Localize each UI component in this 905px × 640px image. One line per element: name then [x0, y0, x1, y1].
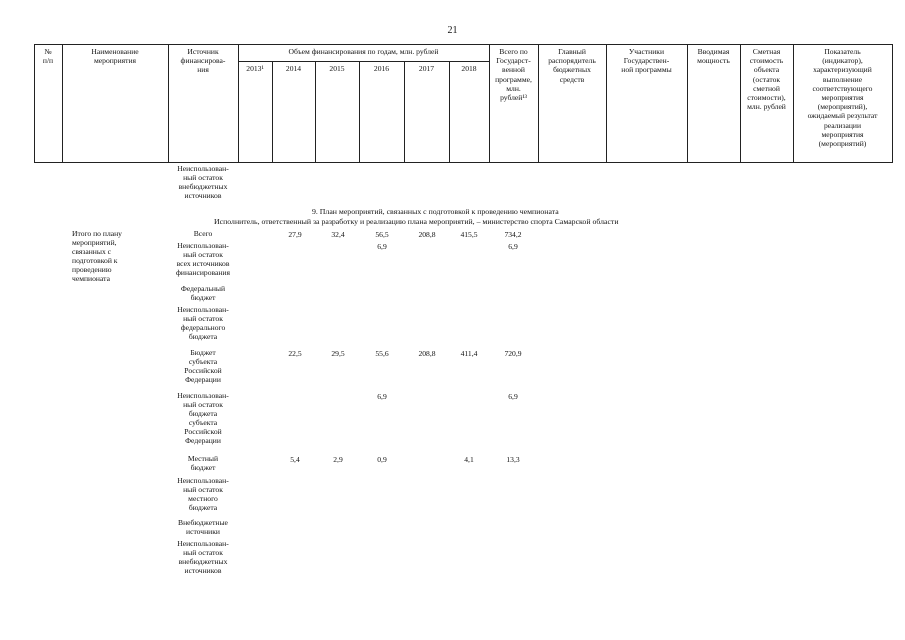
col-header-estimate: Сметная стоимость объекта (остаток сметной стоимости), млн. рублей [747, 47, 786, 112]
source-cell: Внебюджетные источники [178, 518, 228, 536]
col-header-total: Всего по Государст- венной программе, млн. рублей¹³ [495, 47, 532, 103]
value-cell: 2,9 [333, 455, 343, 464]
col-header-source: Источник финансирова- ния [180, 47, 226, 75]
source-cell: Неиспользован- ный остаток всех источников финансирования [176, 241, 230, 277]
value-cell: 208,8 [418, 230, 436, 239]
col-header-capacity: Вводимая мощность [697, 47, 730, 66]
source-cell: Федеральный бюджет [180, 284, 226, 302]
value-cell: 29,5 [331, 349, 345, 358]
source-cell: Неиспользован- ный остаток бюджета субъекта Российской Федерации [177, 391, 229, 445]
source-cell: Местный бюджет [187, 454, 219, 472]
col-header-number: № п/п [42, 47, 54, 66]
source-cell: Неиспользован- ный остаток федерального бюджета [177, 305, 229, 341]
col-header-name: Наименование мероприятия [91, 47, 139, 66]
value-cell: 6,9 [377, 392, 387, 401]
value-cell: 6,9 [377, 242, 387, 251]
value-cell: 208,8 [418, 349, 436, 358]
col-header-year: 2014 [285, 64, 302, 73]
value-cell: 6,9 [508, 392, 518, 401]
col-header-year: 2013¹ [246, 64, 264, 73]
value-cell: 411,4 [460, 349, 478, 358]
value-cell: 0,9 [377, 455, 387, 464]
value-cell: 734,2 [504, 230, 522, 239]
value-cell: 415,5 [460, 230, 478, 239]
col-header-indicator: Показатель (индикатор), характеризующий выполнение соответствующего мероприятия (мероприятий), ожидаемый результат реализации мероприятия (мероприятий) [807, 47, 878, 149]
value-cell: 56,5 [375, 230, 389, 239]
col-header-main-manager: Главный распорядитель бюджетных средств [548, 47, 596, 84]
value-cell: 5,4 [290, 455, 300, 464]
section-title: 9. План мероприятий, связанных с подготовкой к проведению чемпионата [312, 207, 559, 216]
col-header-year: 2017 [418, 64, 435, 73]
value-cell: 6,9 [508, 242, 518, 251]
value-cell: 27,9 [288, 230, 302, 239]
source-cell: Всего [193, 229, 213, 238]
page-number: 21 [447, 25, 458, 36]
section-executor: Исполнитель, ответственный за разработку и реализацию плана мероприятий, – министерство спорта Самарской области [214, 217, 619, 226]
value-cell: 720,9 [504, 349, 522, 358]
value-cell: 13,3 [506, 455, 520, 464]
source-cell: Неиспользован- ный остаток внебюджетных источников [177, 539, 229, 575]
value-cell: 4,1 [464, 455, 474, 464]
col-header-year: 2018 [461, 64, 477, 73]
value-cell: 22,5 [288, 349, 302, 358]
col-header-year: 2016 [373, 64, 390, 73]
value-cell: 32,4 [331, 230, 345, 239]
row-label: Итого по плану мероприятий, связанных с подготовкой к проведению чемпионата [72, 229, 122, 283]
col-header-volume: Объем финансирования по годам, млн. рублей [288, 47, 439, 56]
source-cell: Бюджет субъекта Российской Федерации [184, 348, 222, 384]
col-header-year: 2015 [329, 64, 345, 73]
source-cell: Неиспользован- ный остаток местного бюджета [177, 476, 229, 512]
value-cell: 55,6 [375, 349, 389, 358]
col-header-participants: Участники Государствен- ной программы [621, 47, 672, 75]
carryover-source: Неиспользован- ный остаток внебюджетных источников [177, 164, 229, 200]
